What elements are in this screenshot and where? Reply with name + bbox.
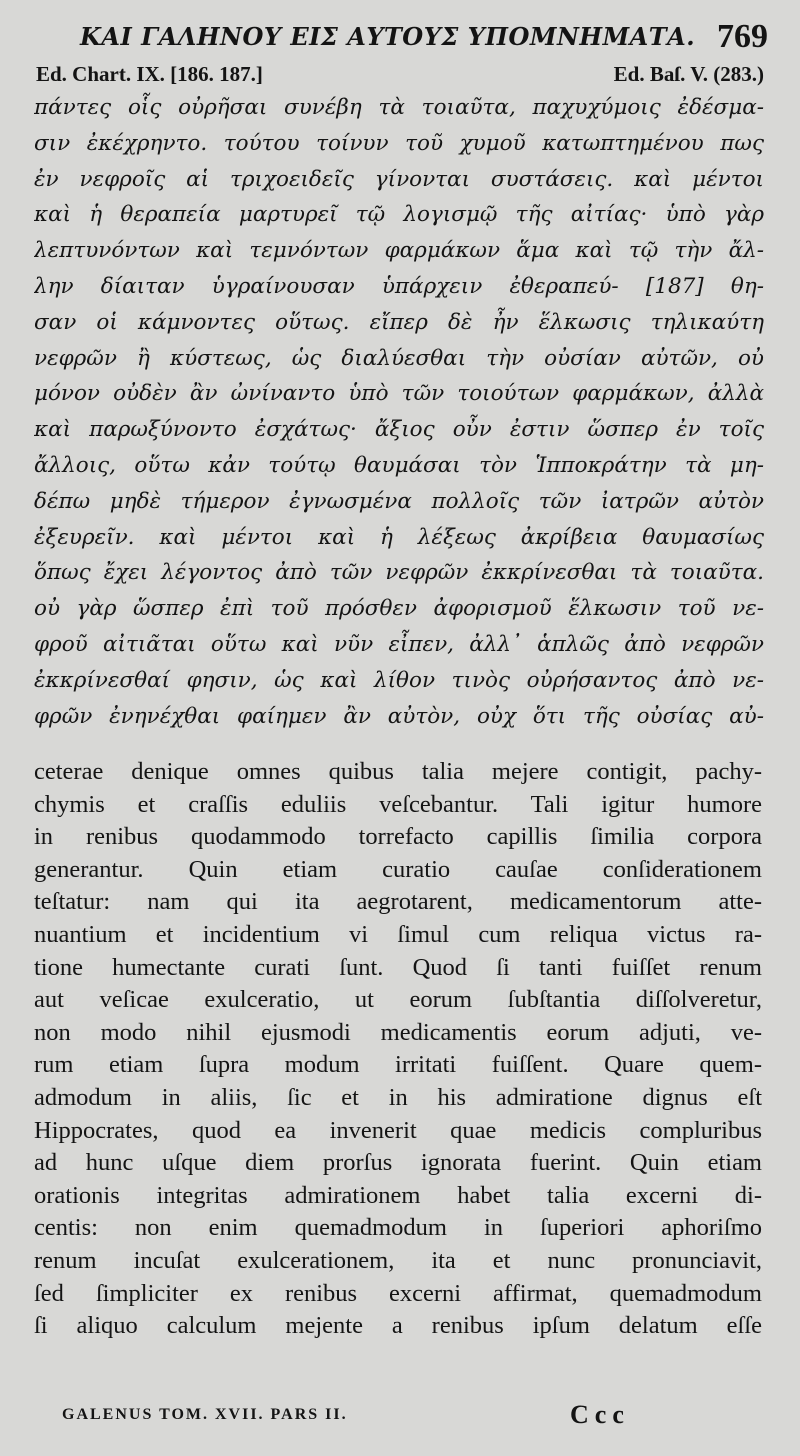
greek-line: ἐξευρεῖν. καὶ μέντοι καὶ ἡ λέξεως ἀκρίβεια θαυμασίως: [34, 524, 764, 550]
latin-line: renum incuſat exulcerationem, ita et nunc pronunciavit,: [34, 1246, 762, 1274]
latin-line: aut veſicae exulceratio, ut eorum ſubſtantia diſſolveretur,: [34, 986, 762, 1014]
latin-line: generantur. Quin etiam curatio cauſae conſiderationem: [34, 855, 762, 883]
greek-line: καὶ παρωξύνοντο ἐσχάτως· ἄξιος οὖν ἐστιν ὥσπερ ἐν τοῖς: [34, 417, 764, 443]
greek-line: δέπω μηδὲ τήμερον ἐγνωσμένα πολλοῖς τῶν ἰατρῶν αὐτὸν: [34, 488, 764, 514]
greek-line: μόνον οὐδὲν ἂν ὠνίναντο ὑπὸ τῶν τοιούτων φαρμάκων, ἀλλὰ: [34, 381, 764, 407]
latin-line: tione humectante curati ſunt. Quod ſi tanti fuiſſet renum: [34, 953, 762, 981]
latin-line: centis: non enim quemadmodum in ſuperiori aphoriſmo: [34, 1214, 762, 1242]
running-head: [60, 18, 768, 58]
latin-line: ad hunc uſque diem prorſus ignorata fuerint. Quin etiam: [34, 1149, 762, 1177]
greek-line: φρῶν ἐνηνέχθαι φαίημεν ἂν αὐτὸν, οὐχ ὅτι τῆς οὐσίας αὐ-: [34, 703, 764, 729]
page-number: 769: [717, 18, 768, 55]
latin-line: admodum in aliis, ſic et in his admiratione dignus eſt: [34, 1083, 762, 1111]
greek-line: ἄλλοις, οὕτω κἀν τούτῳ θαυμάσαι τὸν Ἱπποκράτην τὰ μη-: [34, 452, 764, 478]
latin-line: non modo nihil ejusmodi medicamentis eorum adjuti, ve-: [34, 1018, 762, 1046]
edition-chartier: Ed. Chart. IX. [186. 187.]: [36, 62, 263, 86]
latin-line: Hippocrates, quod ea invenerit quae medicis compluribus: [34, 1116, 762, 1144]
greek-line: νεφρῶν ἢ κύστεως, ὡς διαλύεσθαι τὴν οὐσίαν αὐτῶν, οὐ: [34, 345, 764, 371]
greek-line: σαν οἱ κάμνοντες οὕτως. εἴπερ δὲ ἦν ἕλκωσις τηλικαύτη: [34, 309, 764, 335]
greek-line: λην δίαιταν ὑγραίνουσαν ὑπάρχειν ἐθεραπεύ- [187] θη-: [34, 273, 764, 299]
greek-line: σιν ἐκέχρηντο. τούτου τοίνυν τοῦ χυμοῦ κατωπτημένου πως: [34, 130, 764, 156]
greek-line: καὶ ἡ θεραπεία μαρτυρεῖ τῷ λογισμῷ τῆς αἰτίας· ὑπὸ γὰρ: [34, 202, 764, 228]
greek-line: ἐκκρίνεσθαί φησιν, ὡς καὶ λίθον τινὸς οὐρήσαντος ἀπὸ νε-: [34, 667, 764, 693]
latin-line: nuantium et incidentium vi ſimul cum reliqua victus ra-: [34, 920, 762, 948]
greek-line: οὐ γὰρ ὥσπερ ἐπὶ τοῦ πρόσθεν ἀφορισμοῦ ἕλκωσιν τοῦ νε-: [34, 596, 764, 622]
greek-line: πάντες οἷς οὐρῆσαι συνέβη τὰ τοιαῦτα, παχυχύμοις ἐδέσμα-: [34, 95, 764, 120]
latin-text-block: [34, 756, 762, 1343]
latin-line: in renibus quodammodo torrefacto capillis ſimilia corpora: [34, 823, 762, 851]
edition-basel: Ed. Baſ. V. (283.): [613, 62, 764, 86]
latin-line: ſed ſimpliciter ex renibus excerni affirmat, quemadmodum: [34, 1279, 762, 1307]
latin-line: chymis et craſſis eduliis veſcebantur. Tali igitur humore: [34, 790, 762, 818]
volume-signature: GALENUS TOM. XVII. PARS II.: [62, 1406, 348, 1423]
gathering-signature: Ccc: [570, 1400, 630, 1429]
greek-line: λεπτυνόντων καὶ τεμνόντων φαρμάκων ἅμα καὶ τῷ τὴν ἄλ-: [34, 238, 764, 264]
latin-line: ceterae denique omnes quibus talia mejere contigit, pachy-: [34, 758, 762, 785]
greek-line: ὅπως ἔχει λέγοντος ἀπὸ τῶν νεφρῶν ἐκκρίνεσθαι τὰ τοιαῦτα.: [34, 560, 764, 586]
greek-line: ἐν νεφροῖς αἱ τριχοειδεῖς γίνονται συστάσεις. καὶ μέντοι: [34, 166, 764, 192]
greek-text-block: [34, 90, 764, 734]
greek-line: φροῦ αἰτιᾶται οὕτω καὶ νῦν εἶπεν, ἀλλ᾽ ἁπλῶς ἀπὸ νεφρῶν: [34, 631, 764, 657]
page-footer: [62, 1400, 680, 1430]
latin-line: orationis integritas admirationem habet talia excerni di-: [34, 1181, 762, 1209]
latin-line: rum etiam ſupra modum irritati fuiſſent. Quare quem-: [34, 1051, 762, 1079]
running-head-title: ΚΑΙ ΓΑΛΗΝΟΥ ΕΙΣ ΑΥΤΟΥΣ ΥΠΟΜΝΗΜΑΤΑ.: [80, 22, 696, 51]
edition-references: [36, 62, 764, 90]
latin-line: teſtatur: nam qui ita aegrotarent, medicamentorum atte-: [34, 888, 762, 916]
latin-line: ſi aliquo calculum mejente a renibus ipſum delatum eſſe: [34, 1312, 762, 1340]
